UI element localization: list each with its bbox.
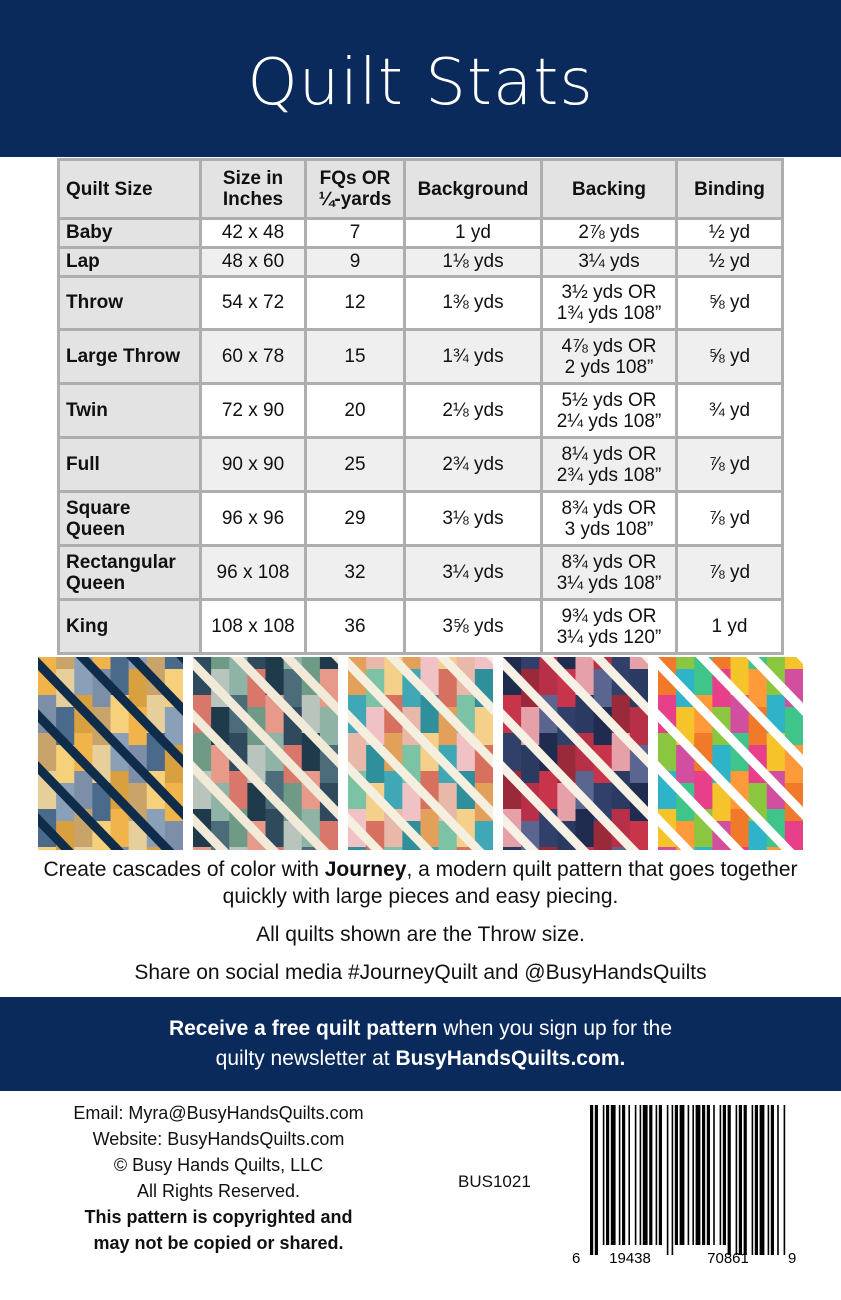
quilt-block bbox=[658, 847, 677, 850]
row-label: Baby bbox=[59, 219, 201, 248]
quilt-image bbox=[658, 657, 803, 850]
cell-background: 3¼ yds bbox=[405, 546, 542, 600]
quilt-image bbox=[503, 657, 648, 850]
cell-backing: 5½ yds OR 2¼ yds 108” bbox=[542, 384, 677, 438]
barcode-bar bbox=[672, 1105, 674, 1255]
quilt-image bbox=[193, 657, 338, 850]
cell-backing: 4⅞ yds OR 2 yds 108” bbox=[542, 330, 677, 384]
barcode-bar bbox=[720, 1105, 722, 1245]
barcode-bar bbox=[622, 1105, 625, 1245]
cell-binding: ⅝ yd bbox=[677, 330, 783, 384]
copyright-text: © Busy Hands Quilts, LLC bbox=[113, 1155, 324, 1175]
quilt-pattern bbox=[38, 657, 183, 850]
barcode-bar bbox=[675, 1105, 678, 1245]
quilt-block bbox=[193, 847, 212, 850]
column-header: Size in Inches bbox=[201, 160, 306, 219]
cell-background: 2¾ yds bbox=[405, 438, 542, 492]
barcode-bar bbox=[606, 1105, 609, 1245]
quilt-block bbox=[676, 657, 695, 670]
description-paragraph: Create cascades of color with Journey, a modern quilt pattern that goes together quickly with large pieces and easy piecing. bbox=[43, 858, 798, 908]
cell-fqs: 32 bbox=[306, 546, 405, 600]
barcode-bar bbox=[680, 1105, 685, 1245]
barcode-bar bbox=[755, 1105, 758, 1255]
barcode-bar bbox=[611, 1105, 616, 1245]
cell-background: 1¾ yds bbox=[405, 330, 542, 384]
cell-background: 3⅛ yds bbox=[405, 492, 542, 546]
cell-inches: 90 x 90 bbox=[201, 438, 306, 492]
cell-binding: ⅝ yd bbox=[677, 276, 783, 330]
cell-background: 1⅜ yds bbox=[405, 276, 542, 330]
cell-binding: ⅞ yd bbox=[677, 546, 783, 600]
barcode-bar bbox=[656, 1105, 658, 1245]
cell-background: 2⅛ yds bbox=[405, 384, 542, 438]
row-label: Throw bbox=[59, 276, 201, 330]
barcode-bar bbox=[643, 1105, 648, 1245]
barcode-digit: 9 bbox=[788, 1250, 797, 1267]
column-header: Background bbox=[405, 160, 542, 219]
barcode-bar bbox=[640, 1105, 642, 1245]
newsletter-line-1: Receive a free quilt pattern when you sign up for the bbox=[168, 1017, 673, 1040]
cell-inches: 42 x 48 bbox=[201, 219, 306, 248]
barcode-bar bbox=[784, 1105, 786, 1255]
quilt-block bbox=[211, 657, 230, 670]
cell-binding: ⅞ yd bbox=[677, 492, 783, 546]
row-label: Large Throw bbox=[59, 330, 201, 384]
table-row bbox=[59, 247, 783, 276]
cell-inches: 108 x 108 bbox=[201, 600, 306, 654]
cell-backing: 8¾ yds OR 3 yds 108” bbox=[542, 492, 677, 546]
quilt-block bbox=[521, 657, 540, 670]
cell-backing: 8¼ yds OR 2¾ yds 108” bbox=[542, 438, 677, 492]
column-header: FQs OR ¼-yards bbox=[306, 160, 405, 219]
quilt-pattern bbox=[193, 657, 338, 850]
cell-binding: ½ yd bbox=[677, 247, 783, 276]
cell-binding: 1 yd bbox=[677, 600, 783, 654]
copyright-notice-line-1: This pattern is copyrighted and bbox=[84, 1207, 353, 1227]
barcode-bar bbox=[635, 1105, 637, 1245]
cell-backing: 9¾ yds OR 3¼ yds 120” bbox=[542, 600, 677, 654]
quilt-block bbox=[74, 847, 93, 850]
cell-backing: 2⅞ yds bbox=[542, 219, 677, 248]
barcode-bar bbox=[752, 1105, 754, 1255]
quilt-block bbox=[694, 847, 713, 850]
quilt-block bbox=[366, 657, 385, 670]
barcode-bar bbox=[744, 1105, 747, 1255]
row-label: Rectangular Queen bbox=[59, 546, 201, 600]
page-title: Quilt Stats bbox=[247, 45, 594, 120]
barcode-digit: 19438 bbox=[609, 1250, 651, 1267]
cell-binding: ½ yd bbox=[677, 219, 783, 248]
table-header-row bbox=[59, 160, 783, 219]
quilt-block bbox=[229, 847, 248, 850]
quilt-pattern bbox=[348, 657, 493, 850]
rights-text: All Rights Reserved. bbox=[136, 1181, 301, 1201]
cell-inches: 48 x 60 bbox=[201, 247, 306, 276]
header-banner bbox=[0, 0, 841, 157]
sku-code: BUS1021 bbox=[458, 1172, 531, 1191]
barcode-bar bbox=[739, 1105, 742, 1255]
quilt-image bbox=[348, 657, 493, 850]
table-row bbox=[59, 492, 783, 546]
email-text: Email: Myra@BusyHandsQuilts.com bbox=[73, 1103, 364, 1123]
social-media-note: Share on social media #JourneyQuilt and @BusyHandsQuilts bbox=[134, 961, 707, 984]
barcode bbox=[570, 1103, 802, 1268]
quilt-image bbox=[38, 657, 183, 850]
cell-binding: ⅞ yd bbox=[677, 438, 783, 492]
cell-background: 1 yd bbox=[405, 219, 542, 248]
row-label: Square Queen bbox=[59, 492, 201, 546]
cell-inches: 96 x 96 bbox=[201, 492, 306, 546]
barcode-bar bbox=[659, 1105, 662, 1245]
barcode-bar bbox=[692, 1105, 694, 1245]
cell-fqs: 15 bbox=[306, 330, 405, 384]
cell-inches: 96 x 108 bbox=[201, 546, 306, 600]
quilt-block bbox=[503, 847, 522, 850]
column-header: Backing bbox=[542, 160, 677, 219]
table-row bbox=[59, 219, 783, 248]
barcode-bar bbox=[728, 1105, 731, 1255]
cell-backing: 3½ yds OR 1¾ yds 108” bbox=[542, 276, 677, 330]
cell-fqs: 7 bbox=[306, 219, 405, 248]
barcode-bar bbox=[760, 1105, 765, 1255]
cell-backing: 3¼ yds bbox=[542, 247, 677, 276]
column-header: Quilt Size bbox=[59, 160, 201, 219]
barcode-bars bbox=[590, 1105, 785, 1255]
cell-inches: 60 x 78 bbox=[201, 330, 306, 384]
table-row bbox=[59, 276, 783, 330]
quilt-block bbox=[56, 657, 75, 670]
cell-background: 3⅝ yds bbox=[405, 600, 542, 654]
table-row bbox=[59, 330, 783, 384]
row-label: Full bbox=[59, 438, 201, 492]
barcode-bar bbox=[688, 1105, 690, 1245]
barcode-digit: 6 bbox=[572, 1250, 581, 1267]
table-row bbox=[59, 546, 783, 600]
cell-fqs: 9 bbox=[306, 247, 405, 276]
barcode-bar bbox=[649, 1105, 652, 1245]
barcode-bar bbox=[723, 1105, 726, 1245]
quilt-block bbox=[539, 847, 558, 850]
barcode-bar bbox=[667, 1105, 669, 1255]
barcode-bar bbox=[619, 1105, 621, 1245]
cell-inches: 54 x 72 bbox=[201, 276, 306, 330]
cell-fqs: 29 bbox=[306, 492, 405, 546]
table-row bbox=[59, 600, 783, 654]
cell-binding: ¾ yd bbox=[677, 384, 783, 438]
cell-fqs: 20 bbox=[306, 384, 405, 438]
barcode-bar bbox=[603, 1105, 605, 1245]
barcode-bar bbox=[707, 1105, 710, 1245]
quilt-stats-table bbox=[57, 158, 784, 655]
newsletter-line-2: quilty newsletter at BusyHandsQuilts.com. bbox=[215, 1047, 626, 1070]
table-row bbox=[59, 438, 783, 492]
barcode-bar bbox=[628, 1105, 630, 1245]
barcode-bar bbox=[590, 1105, 593, 1255]
cell-fqs: 25 bbox=[306, 438, 405, 492]
barcode-digit: 70861 bbox=[707, 1250, 749, 1267]
cell-backing: 8¾ yds OR 3¼ yds 108” bbox=[542, 546, 677, 600]
copyright-notice-line-2: may not be copied or shared. bbox=[93, 1233, 344, 1253]
barcode-bar bbox=[702, 1105, 705, 1245]
quilt-pattern bbox=[658, 657, 803, 850]
row-label: Lap bbox=[59, 247, 201, 276]
row-label: Twin bbox=[59, 384, 201, 438]
quilt-block bbox=[38, 847, 57, 850]
quilt-block bbox=[384, 847, 403, 850]
cell-inches: 72 x 90 bbox=[201, 384, 306, 438]
cell-background: 1⅛ yds bbox=[405, 247, 542, 276]
barcode-bar bbox=[736, 1105, 738, 1255]
table-row bbox=[59, 384, 783, 438]
cell-fqs: 36 bbox=[306, 600, 405, 654]
barcode-bar bbox=[777, 1105, 779, 1255]
barcode-bar bbox=[713, 1105, 715, 1245]
newsletter-banner bbox=[0, 997, 841, 1091]
cell-fqs: 12 bbox=[306, 276, 405, 330]
column-header: Binding bbox=[677, 160, 783, 219]
quilt-gallery bbox=[38, 657, 803, 850]
barcode-bar bbox=[768, 1105, 770, 1255]
barcode-bar bbox=[696, 1105, 701, 1245]
throw-size-note: All quilts shown are the Throw size. bbox=[256, 923, 585, 946]
quilt-block bbox=[348, 847, 367, 850]
quilt-pattern bbox=[503, 657, 648, 850]
barcode-bar bbox=[771, 1105, 774, 1255]
description bbox=[20, 856, 821, 997]
barcode-bar bbox=[595, 1105, 598, 1255]
row-label: King bbox=[59, 600, 201, 654]
website-text: Website: BusyHandsQuilts.com bbox=[92, 1129, 345, 1149]
contact-info bbox=[20, 1100, 417, 1256]
